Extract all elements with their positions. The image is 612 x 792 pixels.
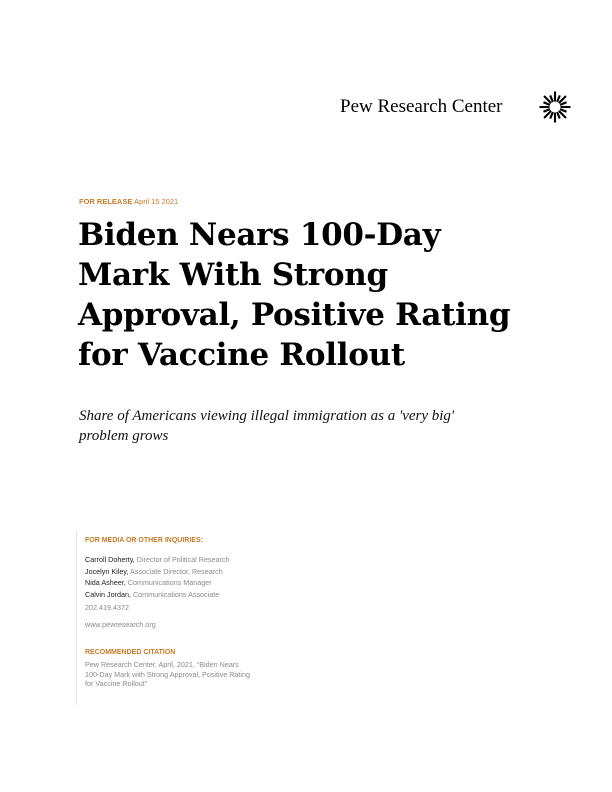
title-line-2: Mark With Strong: [78, 257, 388, 293]
contact-role: Communications Associate: [132, 589, 220, 599]
logo-ray: [550, 112, 553, 118]
logo-text: Pew Research Center: [340, 96, 503, 117]
logo-ray: [557, 95, 560, 101]
title-line-3: Approval, Positive Rating: [78, 297, 511, 333]
sunburst-logo-icon: [538, 90, 572, 124]
logo-ray: [543, 102, 549, 105]
contact-row: [85, 554, 315, 566]
media-inquiries-heading: FOR MEDIA OR OTHER INQUIRIES:: [85, 537, 203, 544]
subtitle-line-1: Share of Americans viewing illegal immigration as a 'very big': [79, 408, 455, 424]
logo-ray: [557, 112, 560, 118]
contact-name: Nida Asheer,: [85, 578, 126, 587]
contact-name: Carroll Doherty,: [85, 555, 135, 564]
report-title: [78, 215, 558, 375]
contact-role: Communications Manager: [127, 578, 212, 587]
logo-ray: [550, 95, 553, 101]
subtitle-line-2: problem grows: [79, 428, 169, 444]
contact-box: [76, 530, 315, 705]
contact-role: Director of Political Research: [136, 555, 230, 564]
contact-role: Associate Director, Research: [130, 566, 223, 576]
report-subtitle: [79, 406, 549, 446]
citation-line-1: Pew Research Center, April, 2021, “Biden Nears: [85, 660, 239, 669]
contact-row: [85, 589, 315, 601]
citation-text: [85, 660, 285, 689]
release-line: [79, 197, 178, 206]
phone-number: 202.419.4372: [85, 603, 129, 612]
logo-ray: [560, 102, 566, 105]
title-line-1: Biden Nears 100-Day: [78, 217, 441, 253]
citation-heading: RECOMMENDED CITATION: [85, 649, 176, 656]
website-link[interactable]: www.pewresearch.org: [85, 620, 156, 629]
logo-ray: [560, 109, 566, 112]
contact-row: [85, 566, 315, 578]
title-line-4: for Vaccine Rollout: [78, 337, 405, 373]
contact-name: Jocelyn Kiley,: [85, 566, 129, 576]
citation-line-3: for Vaccine Rollout”: [85, 679, 148, 689]
release-date: April 15 2021: [134, 197, 179, 206]
release-label: FOR RELEASE: [79, 197, 133, 206]
pew-logo: [340, 92, 572, 122]
logo-ray: [543, 109, 549, 112]
contact-row: [85, 577, 315, 589]
citation-line-2: 100-Day Mark with Strong Approval, Positive Rating: [85, 669, 250, 679]
contact-name: Calvin Jordan,: [85, 589, 131, 599]
